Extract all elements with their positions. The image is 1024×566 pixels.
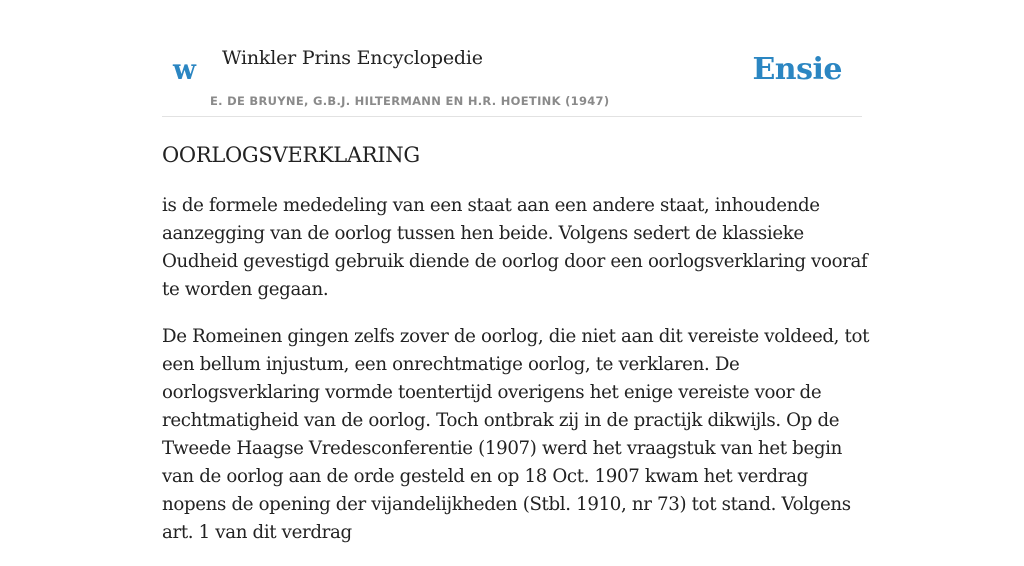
article-paragraph: De Romeinen gingen zelfs zover de oorlog, die niet aan dit vereiste voldeed, tot een bellum injustum, een onrechtmatige oorlog, te verklaren. De oorlogsverklaring vormde toentertijd overigens het enige vereiste voor de rechtmatigheid van de oorlog. Toch ontbrak zij in de practijk dikwijls. Op de Tweede Haagse Vredesconferentie (1907) werd het vraagstuk van het begin van de oorlog aan de orde gesteld en op 18 Oct. 1907 kwam het verdrag nopens de opening der vijandelijkheden (Stbl. 1910, nr 73) tot stand. Volgens art. 1 van dit verdrag bbox=[162, 326, 870, 543]
article-title: OORLOGSVERKLARING bbox=[162, 143, 420, 167]
encyclopedia-logo[interactable]: w bbox=[173, 53, 196, 86]
publication-title[interactable]: Winkler Prins Encyclopedie bbox=[222, 47, 483, 69]
publication-authors: E. DE BRUYNE, G.B.J. HILTERMANN EN H.R. HOETINK (1947) bbox=[210, 94, 610, 108]
ensie-logo[interactable]: Ensie bbox=[752, 52, 842, 87]
page bbox=[162, 0, 870, 543]
header bbox=[162, 0, 862, 117]
article-paragraph: is de formele mededeling van een staat aan een andere staat, inhoudende aanzegging van de oorlog tussen hen beide. Volgens sedert de klassieke Oudheid gevestigd gebruik diende de oorlog door een oorlogsverklaring vooraf te worden gegaan. bbox=[162, 195, 868, 300]
article-body bbox=[162, 192, 872, 566]
